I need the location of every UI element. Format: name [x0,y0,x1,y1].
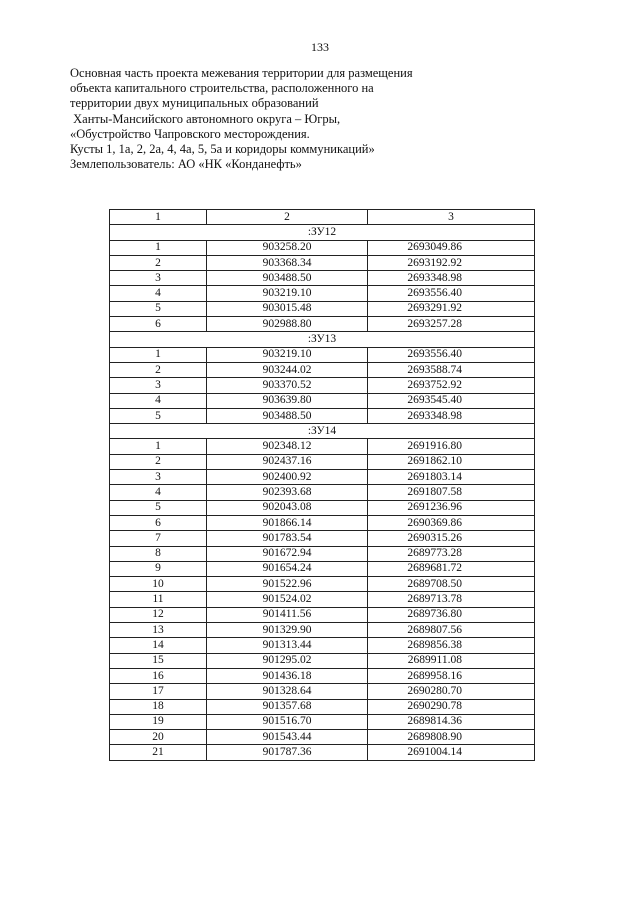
table-row [110,378,535,393]
table-row [110,592,535,607]
table-row [110,240,535,255]
x-coordinate-cell: 901787.36 [207,745,368,760]
header-line: территории двух муниципальных образований [70,96,319,111]
x-coordinate-cell: 901436.18 [207,668,368,683]
header-line: Основная часть проекта межевания территории для размещения [70,66,413,80]
y-coordinate-cell: 2693049.86 [368,240,535,255]
point-number-cell: 1 [110,439,207,454]
y-coordinate-cell: 2689814.36 [368,714,535,729]
x-coordinate-cell: 903219.10 [207,347,368,362]
y-coordinate-cell: 2693348.98 [368,408,535,423]
point-number-cell: 4 [110,286,207,301]
table-row [110,607,535,622]
y-coordinate-cell: 2693556.40 [368,286,535,301]
table-row [110,408,535,423]
table-row [110,317,535,332]
document-header [70,66,490,172]
y-coordinate-cell: 2693192.92 [368,255,535,270]
point-number-cell: 2 [110,454,207,469]
point-number-cell: 15 [110,653,207,668]
x-coordinate-cell: 903368.34 [207,255,368,270]
table-row [110,699,535,714]
table-row [110,546,535,561]
y-coordinate-cell: 2690280.70 [368,684,535,699]
x-coordinate-cell: 903370.52 [207,378,368,393]
point-number-cell: 3 [110,470,207,485]
table-row [110,577,535,592]
column-header: 1 [110,210,207,225]
table-row [110,439,535,454]
header-line: «Обустройство Чапровского месторождения. [70,126,310,141]
x-coordinate-cell: 901543.44 [207,730,368,745]
x-coordinate-cell: 903258.20 [207,240,368,255]
point-number-cell: 6 [110,317,207,332]
table-row [110,684,535,699]
column-header: 3 [368,210,535,225]
point-number-cell: 9 [110,561,207,576]
x-coordinate-cell: 901516.70 [207,714,368,729]
point-number-cell: 2 [110,255,207,270]
page-number: 133 [311,40,329,54]
x-coordinate-cell: 901313.44 [207,638,368,653]
y-coordinate-cell: 2689856.38 [368,638,535,653]
x-coordinate-cell: 901329.90 [207,623,368,638]
table-row [110,730,535,745]
section-title: :ЗУ12 [110,225,535,240]
table-row [110,623,535,638]
y-coordinate-cell: 2691004.14 [368,745,535,760]
section-row [110,424,535,439]
point-number-cell: 19 [110,714,207,729]
x-coordinate-cell: 903219.10 [207,286,368,301]
point-number-cell: 12 [110,607,207,622]
point-number-cell: 1 [110,347,207,362]
point-number-cell: 10 [110,577,207,592]
table-row [110,745,535,760]
point-number-cell: 13 [110,623,207,638]
point-number-cell: 3 [110,271,207,286]
x-coordinate-cell: 901522.96 [207,577,368,592]
point-number-cell: 1 [110,240,207,255]
x-coordinate-cell: 902043.08 [207,500,368,515]
section-row [110,332,535,347]
x-coordinate-cell: 901357.68 [207,699,368,714]
x-coordinate-cell: 902437.16 [207,454,368,469]
point-number-cell: 2 [110,362,207,377]
point-number-cell: 17 [110,684,207,699]
x-coordinate-cell: 901328.64 [207,684,368,699]
x-coordinate-cell: 903244.02 [207,362,368,377]
y-coordinate-cell: 2693257.28 [368,317,535,332]
point-number-cell: 14 [110,638,207,653]
point-number-cell: 5 [110,301,207,316]
x-coordinate-cell: 903488.50 [207,408,368,423]
y-coordinate-cell: 2690369.86 [368,515,535,530]
x-coordinate-cell: 903639.80 [207,393,368,408]
y-coordinate-cell: 2690315.26 [368,531,535,546]
section-title: :ЗУ13 [110,332,535,347]
x-coordinate-cell: 901295.02 [207,653,368,668]
point-number-cell: 3 [110,378,207,393]
point-number-cell: 20 [110,730,207,745]
y-coordinate-cell: 2693545.40 [368,393,535,408]
y-coordinate-cell: 2690290.78 [368,699,535,714]
table-row [110,347,535,362]
table-row [110,668,535,683]
y-coordinate-cell: 2689708.50 [368,577,535,592]
table-row [110,638,535,653]
y-coordinate-cell: 2689958.16 [368,668,535,683]
table-row [110,393,535,408]
point-number-cell: 8 [110,546,207,561]
point-number-cell: 7 [110,531,207,546]
y-coordinate-cell: 2693752.92 [368,378,535,393]
header-line: Кусты 1, 1а, 2, 2а, 4, 4а, 5, 5а и коридоры коммуникаций» [70,142,375,157]
table-row [110,301,535,316]
x-coordinate-cell: 901411.56 [207,607,368,622]
x-coordinate-cell: 903488.50 [207,271,368,286]
y-coordinate-cell: 2691236.96 [368,500,535,515]
table-row [110,454,535,469]
y-coordinate-cell: 2689681.72 [368,561,535,576]
x-coordinate-cell: 902393.68 [207,485,368,500]
table-row [110,255,535,270]
table-row [110,515,535,530]
header-line: объекта капитального строительства, расположенного на [70,81,374,96]
section-row [110,225,535,240]
section-title: :ЗУ14 [110,424,535,439]
y-coordinate-cell: 2691807.58 [368,485,535,500]
x-coordinate-cell: 901654.24 [207,561,368,576]
column-header: 2 [207,210,368,225]
y-coordinate-cell: 2689911.08 [368,653,535,668]
coordinates-table [109,209,535,761]
table-row [110,561,535,576]
table-row [110,531,535,546]
y-coordinate-cell: 2691862.10 [368,454,535,469]
x-coordinate-cell: 901866.14 [207,515,368,530]
x-coordinate-cell: 902988.80 [207,317,368,332]
point-number-cell: 6 [110,515,207,530]
y-coordinate-cell: 2689808.90 [368,730,535,745]
x-coordinate-cell: 902400.92 [207,470,368,485]
y-coordinate-cell: 2693291.92 [368,301,535,316]
y-coordinate-cell: 2689773.28 [368,546,535,561]
y-coordinate-cell: 2693588.74 [368,362,535,377]
y-coordinate-cell: 2693556.40 [368,347,535,362]
header-line: Землепользователь: АО «НК «Конданефть» [70,157,302,172]
y-coordinate-cell: 2691916.80 [368,439,535,454]
table-header-row [110,210,535,225]
point-number-cell: 4 [110,485,207,500]
table-row [110,362,535,377]
x-coordinate-cell: 901672.94 [207,546,368,561]
point-number-cell: 5 [110,408,207,423]
x-coordinate-cell: 901524.02 [207,592,368,607]
point-number-cell: 21 [110,745,207,760]
table-row [110,271,535,286]
header-line: Ханты-Мансийского автономного округа – Югры, [70,111,341,126]
table-row [110,714,535,729]
table-row [110,500,535,515]
x-coordinate-cell: 903015.48 [207,301,368,316]
y-coordinate-cell: 2689713.78 [368,592,535,607]
table-row [110,286,535,301]
x-coordinate-cell: 901783.54 [207,531,368,546]
y-coordinate-cell: 2689736.80 [368,607,535,622]
point-number-cell: 16 [110,668,207,683]
y-coordinate-cell: 2693348.98 [368,271,535,286]
y-coordinate-cell: 2691803.14 [368,470,535,485]
point-number-cell: 5 [110,500,207,515]
table-row [110,485,535,500]
table-row [110,470,535,485]
point-number-cell: 11 [110,592,207,607]
x-coordinate-cell: 902348.12 [207,439,368,454]
point-number-cell: 18 [110,699,207,714]
table-row [110,653,535,668]
y-coordinate-cell: 2689807.56 [368,623,535,638]
point-number-cell: 4 [110,393,207,408]
